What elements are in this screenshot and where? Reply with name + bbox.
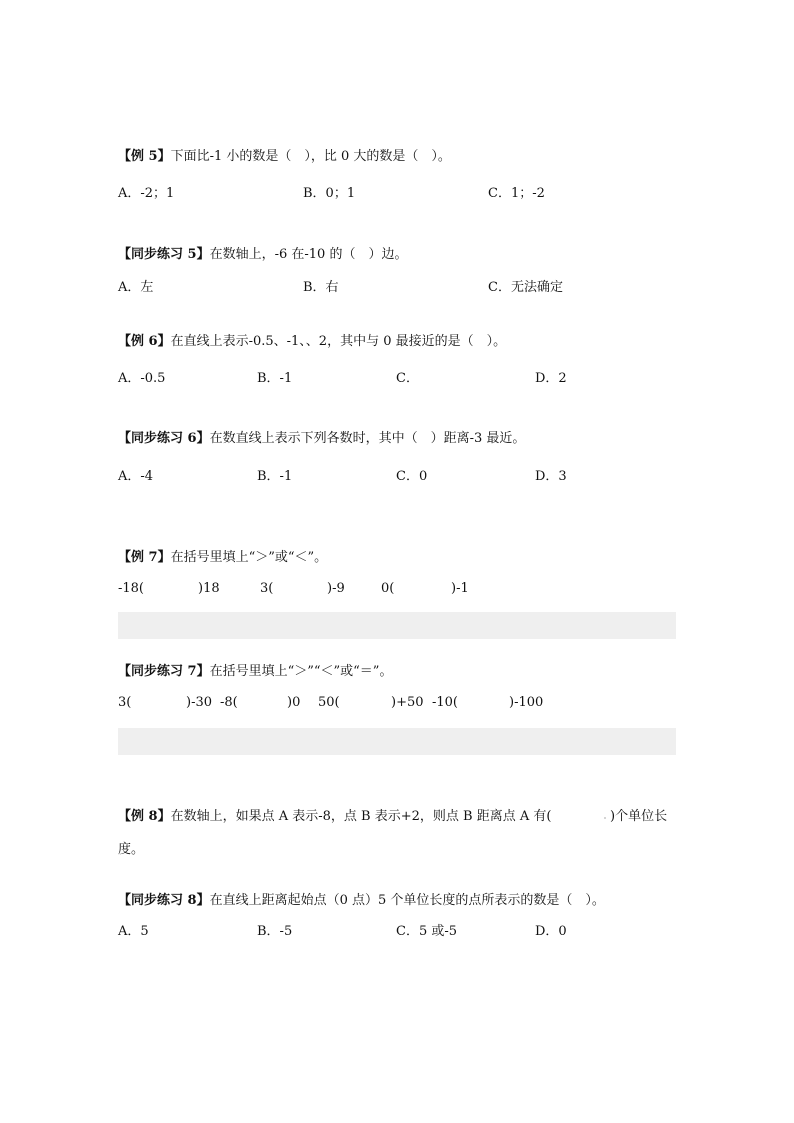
exercise-tag: 【同步练习 7】 [118, 664, 210, 679]
compare-item-left: 0( [381, 581, 395, 596]
compare-item-left: 3( [118, 695, 132, 710]
question-tag: 【例 5】 [118, 149, 171, 164]
compare-item-left: 50( [318, 695, 340, 710]
answer-area [118, 728, 676, 755]
exercise-5 [118, 246, 407, 264]
option-a: A．左 [118, 280, 154, 295]
compare-item-right: )-1 [451, 581, 469, 596]
question-text: 在括号里填上“＞”或“＜”。 [170, 550, 328, 565]
exercise-tag: 【同步练习 6】 [118, 431, 210, 446]
question-tag: 【例 6】 [118, 334, 171, 349]
option-c: C．0 [396, 469, 428, 484]
question-text: 下面比-1 小的数是（ ），比 0 大的数是（ ）。 [170, 149, 451, 164]
compare-item-left: -18( [118, 581, 145, 596]
blank-mark [604, 817, 606, 819]
compare-item-right: )-9 [327, 581, 345, 596]
compare-item-right: )18 [198, 581, 220, 596]
exercise-text: 在数直线上表示下列各数时，其中（ ）距离-3 最近。 [209, 431, 526, 446]
option-a: A．-2；1 [118, 186, 175, 201]
question-5 [118, 148, 451, 166]
option-c: C．5 或-5 [396, 924, 458, 939]
exercise-6 [118, 430, 525, 448]
option-c: C．1；-2 [488, 186, 545, 201]
question-tag: 【例 8】 [118, 809, 171, 824]
question-text-end: )个单位长 [610, 809, 668, 824]
exercise-text: 在数轴上，-6 在-10 的（ ）边。 [209, 247, 408, 262]
exercise-text: 在括号里填上“＞”“＜”或“＝”。 [209, 664, 393, 679]
option-b: B．-1 [257, 371, 293, 386]
compare-item-left: 3( [260, 581, 274, 596]
option-b: B．-5 [257, 924, 293, 939]
option-b: B．-1 [257, 469, 293, 484]
option-a: A．5 [118, 924, 149, 939]
compare-item-right: )-30 [186, 695, 213, 710]
option-d: D．2 [535, 371, 567, 386]
exercise-7 [118, 663, 392, 681]
question-8 [118, 808, 551, 826]
exercise-8 [118, 892, 605, 910]
compare-item-right: )+50 [391, 695, 424, 710]
option-d: D．3 [535, 469, 567, 484]
compare-item-left: -10( [432, 695, 459, 710]
option-c: C． [396, 371, 419, 386]
option-b: B．右 [303, 280, 339, 295]
compare-item-left: -8( [220, 695, 238, 710]
question-7 [118, 549, 327, 567]
exercise-tag: 【同步练习 8】 [118, 893, 210, 908]
option-a: A．-0.5 [118, 371, 166, 386]
compare-item-right: )0 [287, 695, 301, 710]
exercise-text: 在直线上距离起始点（0 点）5 个单位长度的点所表示的数是（ ）。 [209, 893, 605, 908]
option-c: C．无法确定 [488, 280, 563, 295]
option-b: B．0；1 [303, 186, 356, 201]
question-text-continued: 度。 [118, 842, 145, 857]
exercise-tag: 【同步练习 5】 [118, 247, 210, 262]
option-a: A．-4 [118, 469, 154, 484]
option-d: D．0 [535, 924, 567, 939]
question-text: 在数轴上，如果点 A 表示-8，点 B 表示+2，则点 B 距离点 A 有( [170, 809, 552, 824]
compare-item-right: )-100 [509, 695, 544, 710]
question-text: 在直线上表示-0.5、-1、、2，其中与 0 最接近的是（ ）。 [170, 334, 507, 349]
question-tag: 【例 7】 [118, 550, 171, 565]
answer-area [118, 612, 676, 639]
question-6 [118, 333, 506, 351]
